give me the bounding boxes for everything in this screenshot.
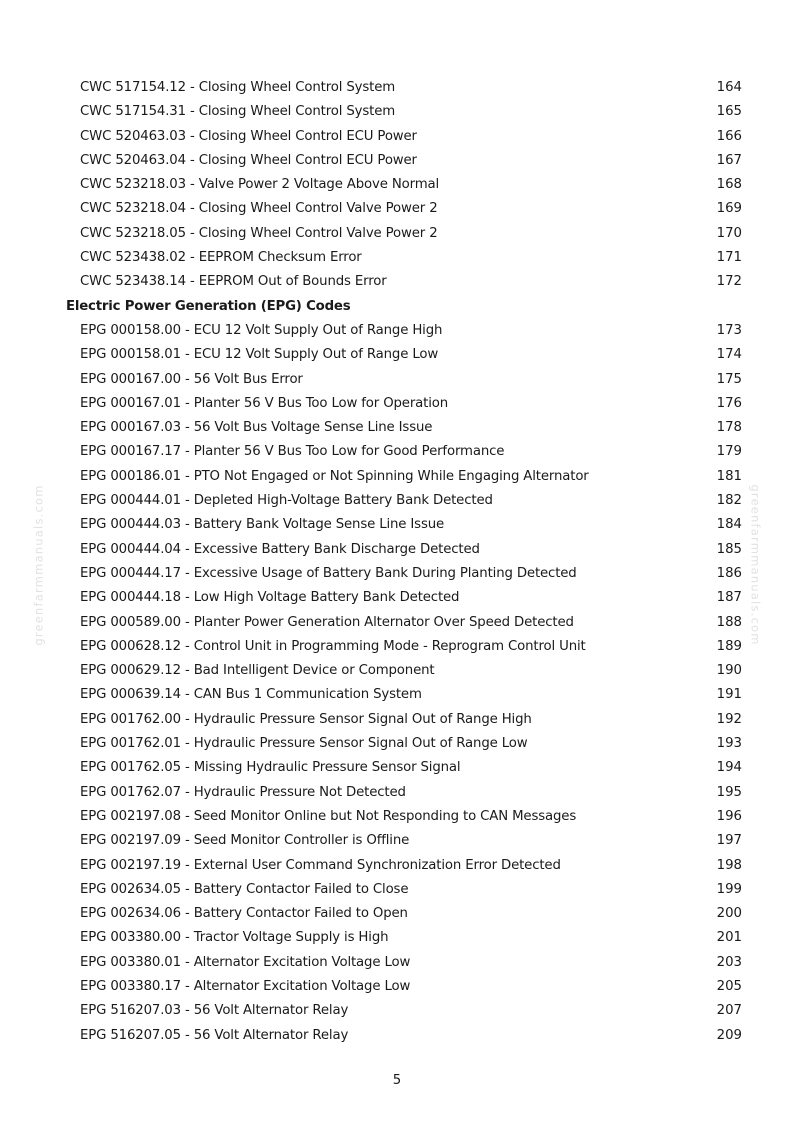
toc-entry-label: EPG 000167.17 - Planter 56 V Bus Too Low for Good Performance [80, 444, 505, 460]
toc-entry-label: CWC 523218.04 - Closing Wheel Control Valve Power 2 [80, 201, 438, 217]
toc-entry[interactable] [0, 902, 794, 926]
toc-entry-page: 164 [716, 80, 742, 95]
toc-entry[interactable] [0, 562, 794, 586]
toc-entry-label: CWC 523218.05 - Closing Wheel Control Valve Power 2 [80, 225, 438, 241]
toc-entry-label: EPG 000167.01 - Planter 56 V Bus Too Low for Operation [80, 395, 449, 411]
toc-entry-label: EPG 000186.01 - PTO Not Engaged or Not Spinning While Engaging Alternator [80, 468, 589, 484]
toc-entry-page: 192 [716, 711, 742, 727]
watermark-left: greenfarmmanuals.com [31, 484, 46, 646]
toc-entry[interactable] [0, 343, 794, 367]
section-heading-label: Electric Power Generation (EPG) Codes [66, 298, 351, 314]
toc-entry-page: 198 [716, 857, 742, 873]
toc-entry-page: 167 [716, 152, 742, 168]
toc-entry[interactable] [0, 392, 794, 416]
toc-entry[interactable] [0, 611, 794, 635]
toc-entry[interactable] [0, 100, 794, 124]
toc-entry[interactable] [0, 878, 794, 902]
toc-entry-label: EPG 001762.07 - Hydraulic Pressure Not Detected [80, 784, 406, 800]
toc-entry[interactable] [0, 708, 794, 732]
toc-entry-page: 186 [716, 565, 742, 581]
toc-entry[interactable] [0, 805, 794, 829]
toc-entry-page: 187 [716, 590, 742, 606]
toc-entry-page: 175 [716, 371, 742, 387]
toc-entry-page: 179 [716, 444, 742, 460]
toc-entry-label: EPG 000167.03 - 56 Volt Bus Voltage Sense Line Issue [80, 420, 433, 436]
toc-entry[interactable] [0, 1024, 794, 1048]
toc-entry-label: EPG 002197.08 - Seed Monitor Online but Not Responding to CAN Messages [80, 808, 577, 824]
toc-entry-page: 176 [716, 395, 742, 411]
toc-entry-label: EPG 516207.05 - 56 Volt Alternator Relay [80, 1027, 349, 1043]
toc-entry-label: EPG 000628.12 - Control Unit in Programming Mode - Reprogram Control Unit [80, 638, 586, 654]
toc-entry-label: EPG 003380.00 - Tractor Voltage Supply is High [80, 930, 389, 946]
toc-entry-page: 207 [716, 1003, 742, 1019]
toc-entry-page: 205 [716, 978, 742, 994]
toc-entry[interactable] [0, 586, 794, 610]
toc-entry-label: EPG 000158.01 - ECU 12 Volt Supply Out of Range Low [80, 347, 439, 363]
toc-entry[interactable] [0, 781, 794, 805]
toc-entry-label: CWC 517154.12 - Closing Wheel Control System [80, 80, 396, 95]
toc-entry[interactable] [0, 732, 794, 756]
toc-entry-label: EPG 000444.18 - Low High Voltage Battery Bank Detected [80, 590, 460, 606]
toc-entry-page: 195 [716, 784, 742, 800]
toc-entry[interactable] [0, 270, 794, 294]
toc-entry[interactable] [0, 222, 794, 246]
toc-entry-label: EPG 002197.09 - Seed Monitor Controller is Offline [80, 833, 410, 849]
toc-entry-page: 197 [716, 833, 742, 849]
toc-entry-page: 191 [716, 687, 742, 703]
toc-entry[interactable] [0, 999, 794, 1023]
toc-entry-label: EPG 000444.03 - Battery Bank Voltage Sense Line Issue [80, 517, 445, 533]
toc-entry-page: 166 [716, 128, 742, 144]
toc-entry-label: EPG 002197.19 - External User Command Synchronization Error Detected [80, 857, 561, 873]
toc-entry-label: EPG 000629.12 - Bad Intelligent Device or Component [80, 663, 435, 679]
toc-entry-page: 185 [716, 541, 742, 557]
toc-entry-page: 173 [716, 322, 742, 338]
toc-entry-label: CWC 523438.14 - EEPROM Out of Bounds Error [80, 274, 387, 290]
toc-entry-page: 169 [716, 201, 742, 217]
toc-entry[interactable] [0, 319, 794, 343]
epg-entry-list [0, 319, 794, 1048]
toc-entry[interactable] [0, 197, 794, 221]
toc-entry-label: EPG 000589.00 - Planter Power Generation Alternator Over Speed Detected [80, 614, 574, 630]
toc-entry[interactable] [0, 173, 794, 197]
toc-entry-label: EPG 001762.00 - Hydraulic Pressure Sensor Signal Out of Range High [80, 711, 532, 727]
toc-entry[interactable] [0, 465, 794, 489]
toc-entry[interactable] [0, 440, 794, 464]
toc-entry[interactable] [0, 659, 794, 683]
toc-entry[interactable] [0, 368, 794, 392]
toc-entry-label: EPG 003380.17 - Alternator Excitation Voltage Low [80, 978, 411, 994]
toc-entry-label: EPG 000167.00 - 56 Volt Bus Error [80, 371, 303, 387]
table-of-contents [0, 76, 794, 1048]
toc-entry[interactable] [0, 635, 794, 659]
toc-entry-page: 201 [716, 930, 742, 946]
toc-entry-page: 178 [716, 420, 742, 436]
toc-entry-page: 165 [716, 104, 742, 120]
toc-entry-page: 209 [716, 1027, 742, 1043]
toc-entry-page: 200 [716, 906, 742, 922]
toc-entry-page: 203 [716, 954, 742, 970]
toc-entry[interactable] [0, 489, 794, 513]
toc-entry-page: 196 [716, 808, 742, 824]
toc-entry[interactable] [0, 125, 794, 149]
toc-entry-page: 168 [716, 177, 742, 193]
page-number: 5 [392, 1073, 402, 1088]
toc-entry-label: CWC 523218.03 - Valve Power 2 Voltage Above Normal [80, 177, 440, 193]
toc-entry[interactable] [0, 975, 794, 999]
section-heading-epg[interactable] [0, 295, 794, 319]
toc-entry-page: 194 [716, 760, 742, 776]
toc-entry[interactable] [0, 854, 794, 878]
toc-entry-label: CWC 520463.04 - Closing Wheel Control ECU Power [80, 152, 417, 168]
toc-entry-page: 181 [716, 468, 742, 484]
toc-entry-label: EPG 003380.01 - Alternator Excitation Voltage Low [80, 954, 411, 970]
toc-entry-label: CWC 523438.02 - EEPROM Checksum Error [80, 250, 362, 266]
toc-entry-page: 199 [716, 881, 742, 897]
toc-entry-label: EPG 001762.05 - Missing Hydraulic Pressure Sensor Signal [80, 760, 461, 776]
toc-entry-label: EPG 002634.05 - Battery Contactor Failed to Close [80, 881, 409, 897]
toc-entry-page: 188 [716, 614, 742, 630]
toc-entry-label: EPG 000444.17 - Excessive Usage of Battery Bank During Planting Detected [80, 565, 577, 581]
toc-entry[interactable] [0, 829, 794, 853]
toc-entry-page: 184 [716, 517, 742, 533]
toc-entry-page: 174 [716, 347, 742, 363]
toc-entry-page: 189 [716, 638, 742, 654]
toc-entry[interactable] [0, 683, 794, 707]
toc-entry-label: EPG 516207.03 - 56 Volt Alternator Relay [80, 1003, 349, 1019]
toc-entry-label: EPG 000158.00 - ECU 12 Volt Supply Out of Range High [80, 322, 443, 338]
watermark-right: greenfarmmanuals.com [748, 484, 763, 646]
toc-entry[interactable] [0, 416, 794, 440]
toc-entry-label: EPG 000639.14 - CAN Bus 1 Communication System [80, 687, 422, 703]
toc-entry-label: EPG 000444.01 - Depleted High-Voltage Battery Bank Detected [80, 493, 493, 509]
toc-entry-label: EPG 002634.06 - Battery Contactor Failed to Open [80, 906, 408, 922]
toc-entry-page: 193 [716, 736, 742, 752]
toc-entry-label: CWC 517154.31 - Closing Wheel Control System [80, 104, 396, 120]
toc-entry-label: EPG 000444.04 - Excessive Battery Bank Discharge Detected [80, 541, 480, 557]
cwc-entry-list [0, 76, 794, 295]
toc-entry[interactable] [0, 951, 794, 975]
toc-entry-page: 172 [716, 274, 742, 290]
toc-entry-page: 182 [716, 493, 742, 509]
toc-entry[interactable] [0, 76, 794, 100]
toc-entry-page: 190 [716, 663, 742, 679]
toc-entry[interactable] [0, 538, 794, 562]
toc-entry-page: 170 [716, 225, 742, 241]
toc-entry-label: EPG 001762.01 - Hydraulic Pressure Sensor Signal Out of Range Low [80, 736, 528, 752]
toc-entry[interactable] [0, 756, 794, 780]
toc-entry[interactable] [0, 149, 794, 173]
toc-entry[interactable] [0, 246, 794, 270]
toc-entry-page: 171 [716, 250, 742, 266]
toc-entry[interactable] [0, 926, 794, 950]
toc-entry-label: CWC 520463.03 - Closing Wheel Control ECU Power [80, 128, 417, 144]
toc-entry[interactable] [0, 513, 794, 537]
